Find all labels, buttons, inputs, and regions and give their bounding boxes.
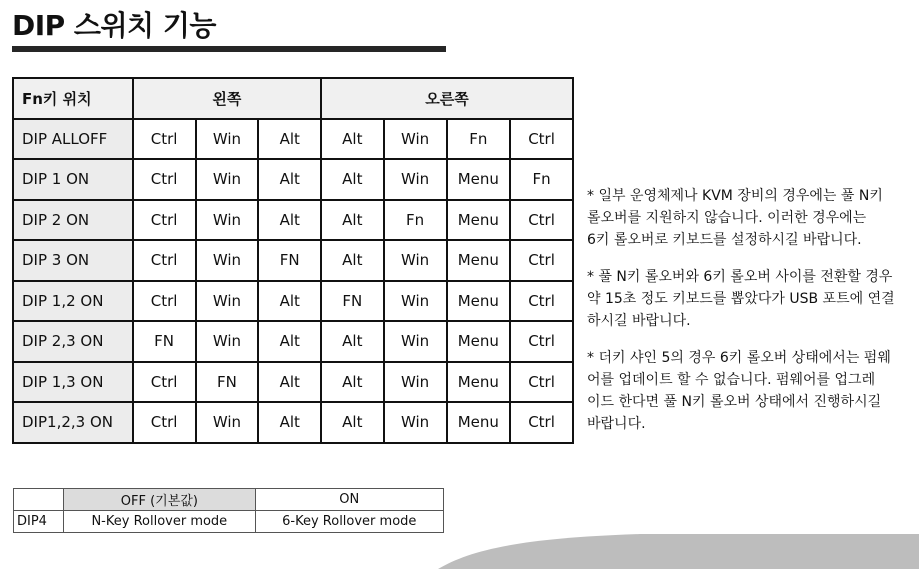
key-cell: Alt: [321, 362, 384, 403]
dip4-header-row: [14, 489, 444, 511]
key-cell: Win: [384, 240, 447, 281]
key-cell: Win: [384, 321, 447, 362]
row-label: DIP ALLOFF: [13, 119, 133, 160]
key-cell: Win: [196, 281, 259, 322]
table-row: [13, 240, 573, 281]
key-cell: Ctrl: [510, 200, 573, 241]
key-cell: Ctrl: [133, 362, 196, 403]
key-cell: Alt: [321, 402, 384, 443]
key-cell: Win: [196, 200, 259, 241]
row-label: DIP 2,3 ON: [13, 321, 133, 362]
gray-swoosh-shape: [438, 534, 919, 569]
note-line: 바랍니다.: [587, 416, 646, 432]
dip4-on-value: 6-Key Rollover mode: [255, 511, 443, 533]
table-row: [13, 119, 573, 160]
key-cell: Win: [196, 240, 259, 281]
note-paragraph: [587, 347, 907, 435]
decorative-gray-swoosh: [0, 520, 919, 569]
key-cell: FN: [258, 240, 321, 281]
key-cell: Ctrl: [510, 119, 573, 160]
note-paragraph: [587, 266, 907, 332]
title-underline: [12, 46, 446, 52]
key-cell: Ctrl: [510, 321, 573, 362]
key-cell: Win: [196, 159, 259, 200]
note-paragraph: [587, 185, 907, 251]
table-row: [13, 200, 573, 241]
key-cell: Win: [384, 281, 447, 322]
notes-section: [587, 185, 907, 450]
key-cell: Win: [384, 119, 447, 160]
row-label: DIP 1,3 ON: [13, 362, 133, 403]
key-cell: Fn: [384, 200, 447, 241]
key-cell: Fn: [510, 159, 573, 200]
table-row: [13, 159, 573, 200]
note-line: * 더키 샤인 5의 경우 6키 롤오버 상태에서는 펌웨: [587, 350, 891, 366]
dip4-empty-cell: [14, 489, 64, 511]
note-line: * 풀 N키 롤오버와 6키 롤오버 사이를 전환할 경우: [587, 269, 893, 285]
key-cell: Ctrl: [510, 362, 573, 403]
table-row: [13, 281, 573, 322]
row-label: DIP1,2,3 ON: [13, 402, 133, 443]
key-cell: Ctrl: [133, 281, 196, 322]
key-cell: Alt: [321, 240, 384, 281]
table-row: [13, 402, 573, 443]
row-label: DIP 1 ON: [13, 159, 133, 200]
key-cell: Menu: [447, 240, 511, 281]
row-label: DIP 1,2 ON: [13, 281, 133, 322]
note-line: 어를 업데이트 할 수 없습니다. 펌웨어를 업그레: [587, 372, 876, 388]
key-cell: Ctrl: [133, 240, 196, 281]
right-group-header: 오른쪽: [321, 78, 573, 119]
key-cell: Menu: [447, 402, 511, 443]
key-cell: Ctrl: [133, 159, 196, 200]
dip4-on-header: ON: [255, 489, 443, 511]
key-cell: Menu: [447, 200, 511, 241]
key-cell: Alt: [321, 119, 384, 160]
key-cell: FN: [196, 362, 259, 403]
key-cell: Menu: [447, 321, 511, 362]
table-header-row: [13, 78, 573, 119]
dip4-label: DIP4: [14, 511, 64, 533]
key-cell: Ctrl: [133, 119, 196, 160]
key-cell: Menu: [447, 281, 511, 322]
corner-header: Fn키 위치: [13, 78, 133, 119]
key-cell: Menu: [447, 362, 511, 403]
key-cell: FN: [133, 321, 196, 362]
row-label: DIP 3 ON: [13, 240, 133, 281]
table-row: [13, 321, 573, 362]
key-cell: Alt: [258, 321, 321, 362]
key-cell: Win: [384, 402, 447, 443]
dip4-off-header: OFF (기본값): [64, 489, 255, 511]
table-row: [13, 362, 573, 403]
left-group-header: 왼쪽: [133, 78, 321, 119]
key-cell: Alt: [321, 159, 384, 200]
key-cell: Win: [196, 321, 259, 362]
key-cell: Alt: [258, 362, 321, 403]
key-cell: Ctrl: [510, 402, 573, 443]
key-cell: Win: [196, 402, 259, 443]
note-line: 약 15초 정도 키보드를 뽑았다가 USB 포트에 연결: [587, 291, 895, 307]
fn-key-position-table: [12, 77, 574, 444]
page-title: DIP 스위치 기능: [12, 9, 216, 42]
key-cell: Alt: [258, 402, 321, 443]
note-line: 롤오버를 지원하지 않습니다. 이러한 경우에는: [587, 210, 867, 226]
key-cell: Win: [196, 119, 259, 160]
key-cell: FN: [321, 281, 384, 322]
dip4-off-value: N-Key Rollover mode: [64, 511, 255, 533]
note-line: 하시길 바랍니다.: [587, 313, 691, 329]
key-cell: Win: [384, 362, 447, 403]
key-cell: Alt: [258, 200, 321, 241]
row-label: DIP 2 ON: [13, 200, 133, 241]
note-line: * 일부 운영체제나 KVM 장비의 경우에는 풀 N키: [587, 188, 883, 204]
key-cell: Fn: [447, 119, 511, 160]
key-cell: Ctrl: [510, 281, 573, 322]
key-cell: Ctrl: [133, 402, 196, 443]
key-cell: Alt: [258, 119, 321, 160]
key-cell: Win: [384, 159, 447, 200]
note-line: 이드 한다면 풀 N키 롤오버 상태에서 진행하시길: [587, 394, 882, 410]
key-cell: Alt: [321, 200, 384, 241]
key-cell: Menu: [447, 159, 511, 200]
key-cell: Ctrl: [510, 240, 573, 281]
key-cell: Alt: [258, 281, 321, 322]
note-line: 6키 롤오버로 키보드를 설정하시길 바랍니다.: [587, 232, 862, 248]
key-cell: Alt: [258, 159, 321, 200]
key-cell: Ctrl: [133, 200, 196, 241]
key-cell: Alt: [321, 321, 384, 362]
